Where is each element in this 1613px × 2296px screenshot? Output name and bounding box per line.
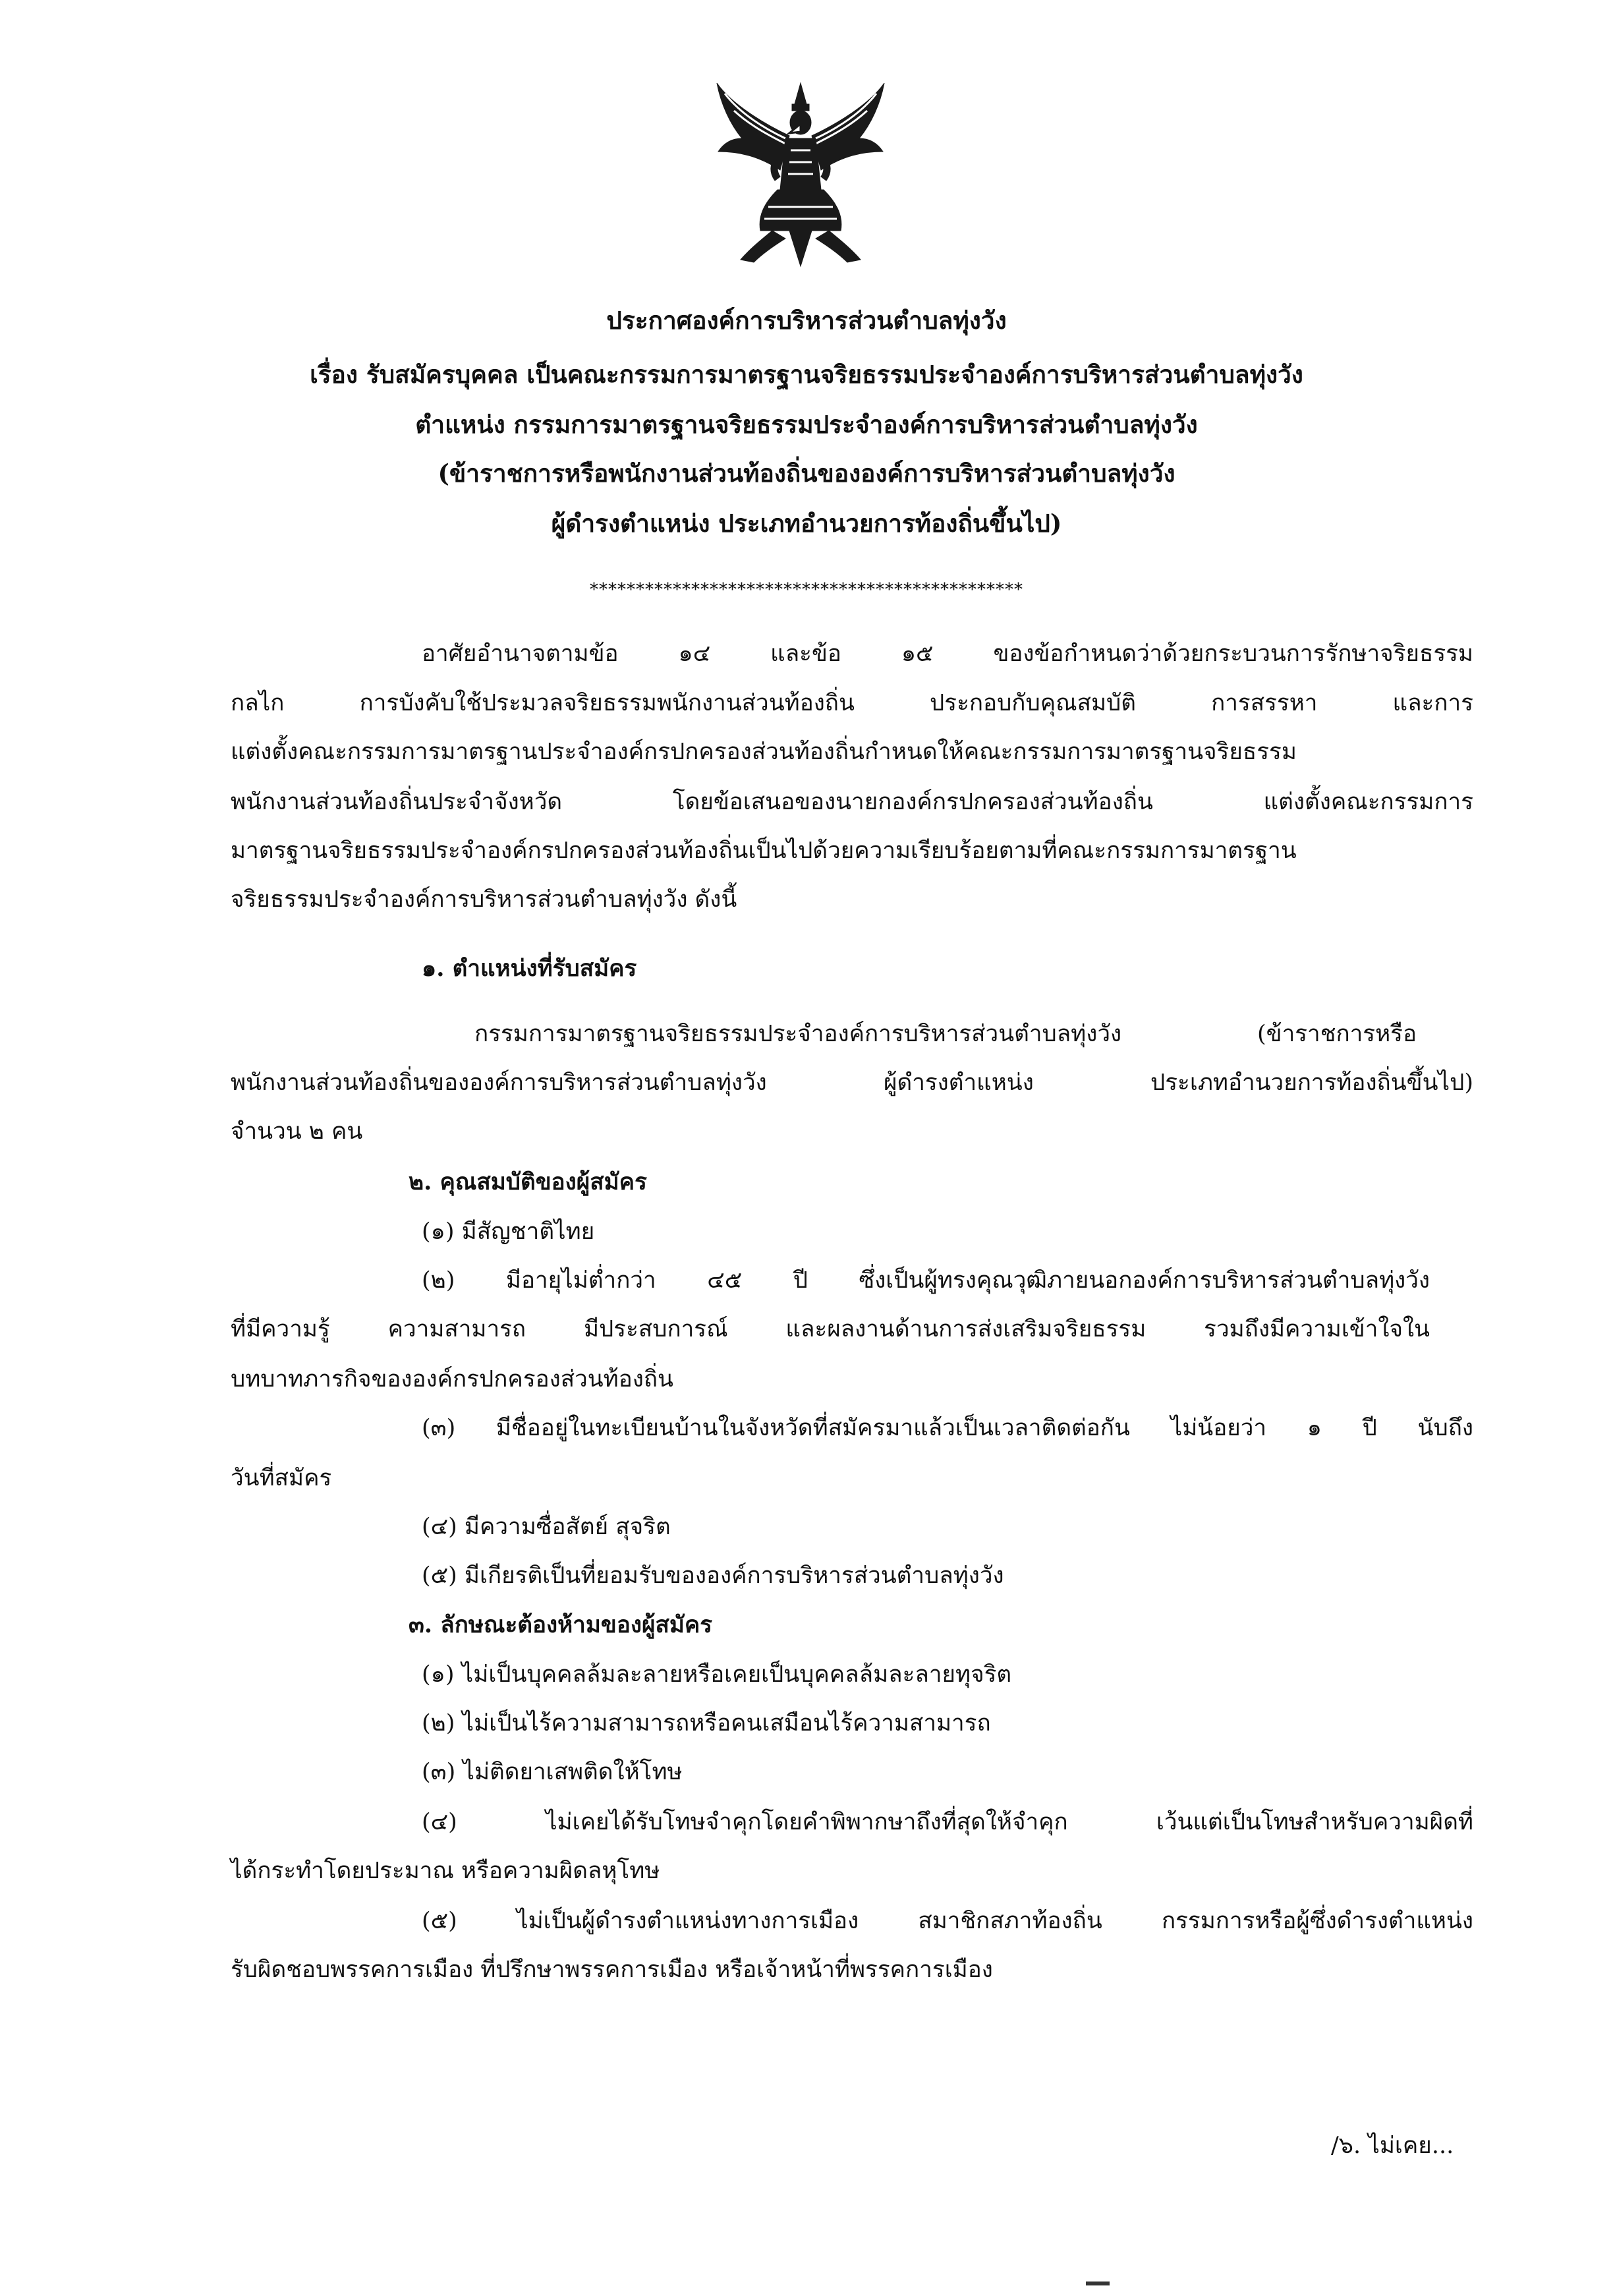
intro-line-5: มาตรฐานจริยธรรมประจำองค์กรปกครองส่วนท้องถิ่นเป็นไปด้วยความเรียบร้อยตามที่คณะกรรมการมาตรฐาน [231, 838, 1297, 864]
section-2-item-1: (๑) มีสัญชาติไทย [422, 1219, 595, 1245]
announcement-qualifier-2: ผู้ดำรงตำแหน่ง ประเภทอำนวยการท้องถิ่นขึ้นไป) [551, 509, 1062, 538]
garuda-emblem [712, 78, 890, 269]
section-3-item-4-line-2: ได้กระทำโดยประมาณ หรือความผิดลหุโทษ [231, 1858, 660, 1884]
section-1-line-3: จำนวน ๒ คน [231, 1118, 363, 1145]
intro-line-3: แต่งตั้งคณะกรรมการมาตรฐานประจำองค์กรปกครองส่วนท้องถิ่นกำหนดให้คณะกรรมการมาตรฐานจริยธรรม [231, 739, 1297, 765]
section-2-heading: ๒. คุณสมบัติของผู้สมัคร [409, 1168, 647, 1195]
intro-line-1: อาศัยอำนาจตามข้อ ๑๔ และข้อ ๑๕ ของข้อกำหนดว่าด้วยกระบวนการรักษาจริยธรรม [422, 641, 1473, 667]
section-3-item-5-line-1: (๕) ไม่เป็นผู้ดำรงตำแหน่งทางการเมือง สมาชิกสภาท้องถิ่น กรรมการหรือผู้ซึ่งดำรงตำแหน่ง [422, 1908, 1473, 1934]
section-3-item-5-line-2: รับผิดชอบพรรคการเมือง ที่ปรึกษาพรรคการเมือง หรือเจ้าหน้าที่พรรคการเมือง [231, 1957, 993, 1983]
section-1-line-1: กรรมการมาตรฐานจริยธรรมประจำองค์การบริหารส่วนตำบลทุ่งวัง (ข้าราชการหรือ [474, 1021, 1417, 1047]
section-3-item-1: (๑) ไม่เป็นบุคคลล้มละลายหรือเคยเป็นบุคคลล้มละลายทุจริต [422, 1661, 1012, 1688]
section-2-item-3-line-1: (๓) มีชื่ออยู่ในทะเบียนบ้านในจังหวัดที่สมัครมาแล้วเป็นเวลาติดต่อกัน ไม่น้อยว่า ๑ ปี นับถึง [422, 1415, 1473, 1441]
continued-next-page: /๖. ไม่เคย... [1331, 2133, 1454, 2159]
section-2-item-3-line-2: วันที่สมัคร [231, 1465, 332, 1491]
section-1-heading: ๑. ตำแหน่งที่รับสมัคร [422, 955, 637, 982]
section-2-item-2-line-2: ที่มีความรู้ ความสามารถ มีประสบการณ์ และผลงานด้านการส่งเสริมจริยธรรม รวมถึงมีความเข้าใจใน [231, 1316, 1430, 1342]
section-1-line-2: พนักงานส่วนท้องถิ่นขององค์การบริหารส่วนตำบลทุ่งวัง ผู้ดำรงตำแหน่ง ประเภทอำนวยการท้องถิ่นขึ้นไป) [231, 1070, 1473, 1096]
section-2-item-5: (๕) มีเกียรติเป็นที่ยอมรับขององค์การบริหารส่วนตำบลทุ่งวัง [422, 1563, 1004, 1589]
announcement-position: ตำแหน่ง กรรมการมาตรฐานจริยธรรมประจำองค์การบริหารส่วนตำบลทุ่งวัง [415, 410, 1198, 439]
section-2-item-2-line-3: บทบาทภารกิจขององค์กรปกครองส่วนท้องถิ่น [231, 1366, 673, 1392]
section-2-item-4: (๔) มีความซื่อสัตย์ สุจริต [422, 1514, 671, 1540]
section-2-item-2-line-1: (๒) มีอายุไม่ต่ำกว่า ๔๕ ปี ซึ่งเป็นผู้ทรงคุณวุฒิภายนอกองค์การบริหารส่วนตำบลทุ่งวัง [422, 1267, 1430, 1294]
section-3-heading: ๓. ลักษณะต้องห้ามของผู้สมัคร [409, 1611, 713, 1638]
announcement-subject: เรื่อง รับสมัครบุคคล เป็นคณะกรรมการมาตรฐานจริยธรรมประจำองค์การบริหารส่วนตำบลทุ่งวัง [310, 360, 1303, 389]
announcement-qualifier-1: (ข้าราชการหรือพนักงานส่วนท้องถิ่นขององค์การบริหารส่วนตำบลทุ่งวัง [438, 459, 1175, 488]
intro-line-4: พนักงานส่วนท้องถิ่นประจำจังหวัด โดยข้อเสนอของนายกองค์กรปกครองส่วนท้องถิ่น แต่งตั้งคณะกรรมการ [231, 789, 1473, 815]
section-3-item-4-line-1: (๔) ไม่เคยได้รับโทษจำคุกโดยคำพิพากษาถึงที่สุดให้จำคุก เว้นแต่เป็นโทษสำหรับความผิดที่ [422, 1809, 1473, 1835]
separator-stars: *********************************************** [590, 580, 1023, 600]
announcement-title: ประกาศองค์การบริหารส่วนตำบลทุ่งวัง [606, 306, 1007, 335]
intro-line-2: กลไก การบังคับใช้ประมวลจริยธรรมพนักงานส่วนท้องถิ่น ประกอบกับคุณสมบัติ การสรรหา และการ [231, 690, 1473, 716]
section-3-item-3: (๓) ไม่ติดยาเสพติดให้โทษ [422, 1759, 683, 1785]
section-3-item-2: (๒) ไม่เป็นไร้ความสามารถหรือคนเสมือนไร้ความสามารถ [422, 1710, 991, 1736]
scan-mark [1086, 2282, 1110, 2285]
intro-line-6: จริยธรรมประจำองค์การบริหารส่วนตำบลทุ่งวัง ดังนี้ [231, 886, 737, 913]
